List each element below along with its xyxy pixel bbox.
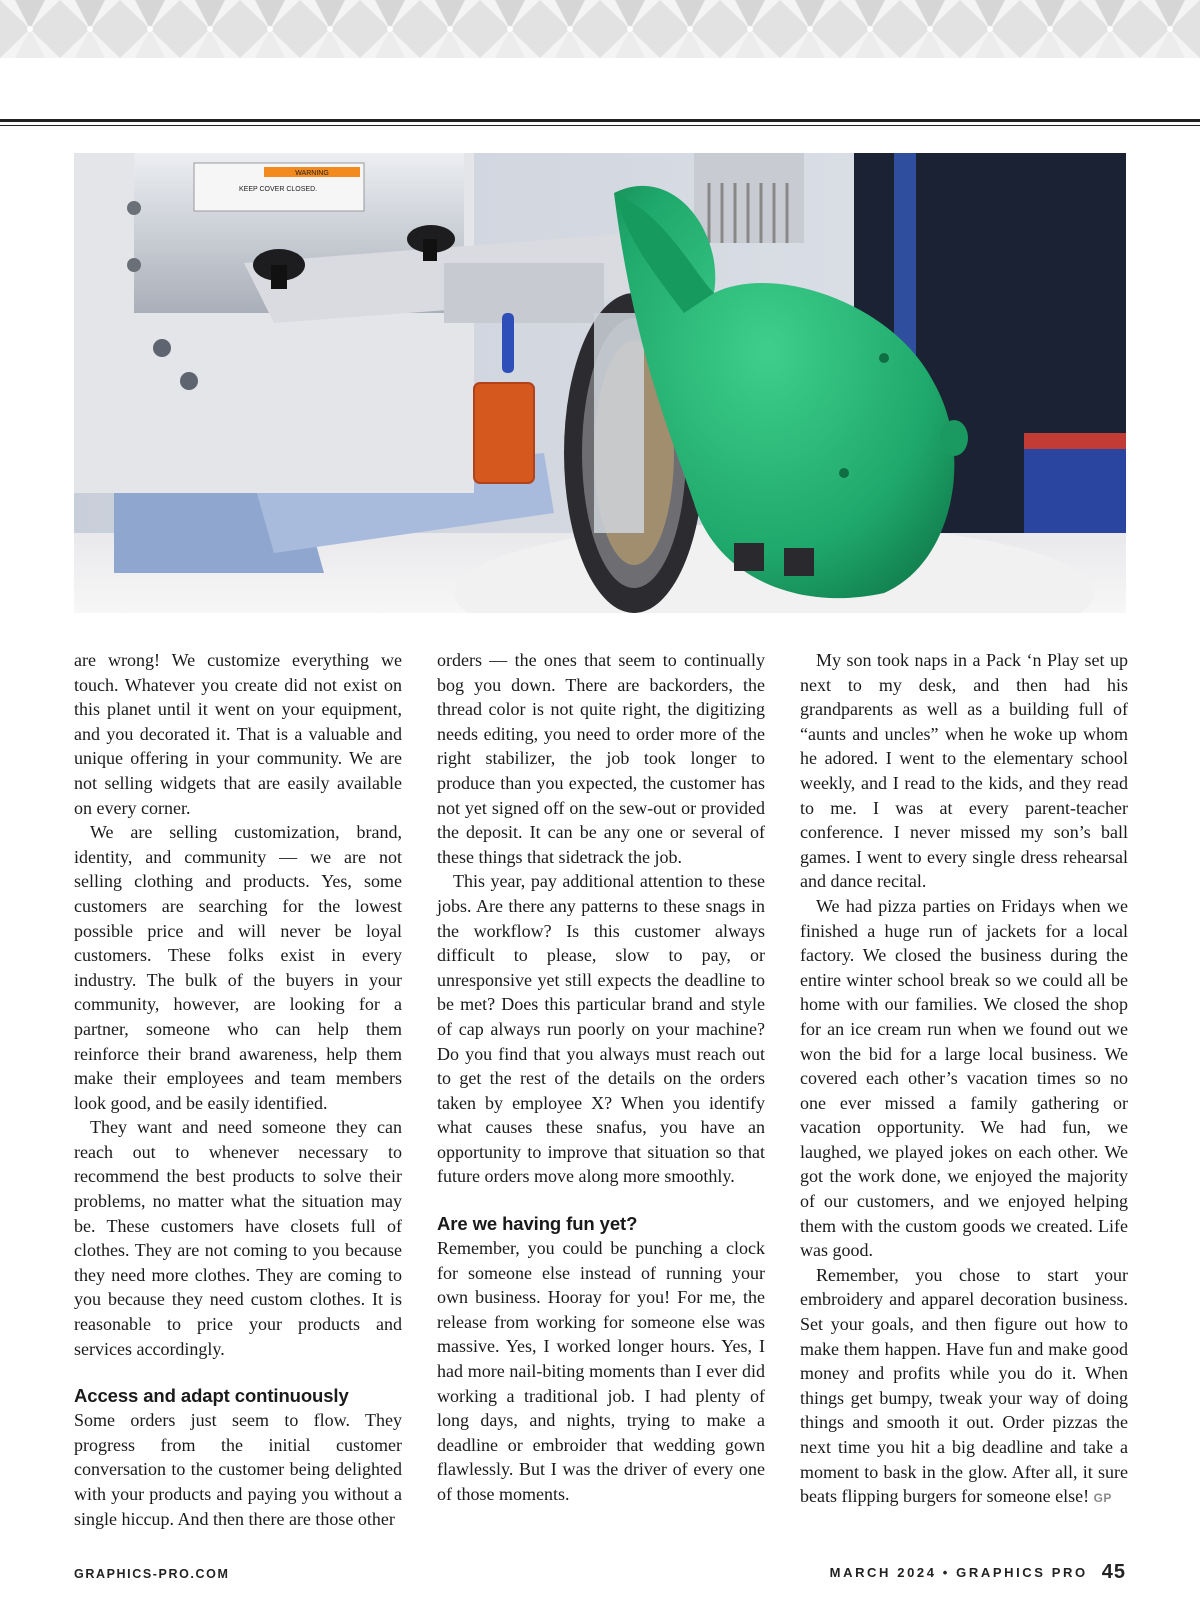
header-rule-thin — [0, 125, 1200, 126]
article-column-1 — [74, 648, 402, 1531]
paragraph: This year, pay additional attention to these jobs. Are there any patterns to these snags in the workflow? Is this customer always difficult to please, slow to pay, or unresponsive yet still expects the deadline to be met? Does this particular brand and style of cap always run poorly on your machine? Do you find that you always must reach out to get the rest of the details on the orders taken by employee X? When you identify what causes these snafus, you have an opportunity to improve that situation so that future orders move along more smoothly. — [437, 871, 765, 1187]
section-heading: Are we having fun yet? — [437, 1213, 638, 1235]
paragraph — [800, 1263, 1128, 1511]
article-photo — [74, 153, 1126, 613]
embroidery-machine-cap-photo-icon — [74, 153, 1126, 613]
article-column-2 — [437, 648, 765, 1507]
header-pattern-band — [0, 0, 1200, 58]
section-heading: Access and adapt continuously — [74, 1385, 349, 1407]
end-mark: GP — [1093, 1491, 1112, 1506]
paragraph: Remember, you could be punching a clock for someone else instead of running your own business. Hooray for you! For me, the release from working for someone else was massive. Yes, I worked longer hours. Yes, I had more nail-biting moments than I ever did working a traditional job. I had plenty of long days, and nights, trying to make a deadline or embroider that wedding gown flawlessly. But I was the driver of every one of those moments. — [437, 1238, 765, 1504]
article-column-3 — [800, 648, 1128, 1511]
header-rule — [0, 119, 1200, 122]
paragraph: Some orders just seem to flow. They progress from the initial customer conversation to the customer being delighted with your products and paying you without a single hiccup. And then there are those other — [74, 1410, 402, 1529]
warning-text: KEEP COVER CLOSED. — [239, 186, 318, 193]
triangle-pattern-icon — [0, 0, 1200, 58]
paragraph: are wrong! We customize everything we touch. Whatever you create did not exist on this planet until it went on your equipment, and you decorated it. That is a valuable and unique offering in your community. We are not selling widgets that are easily available on every corner. — [74, 650, 402, 818]
paragraph: We are selling customization, brand, identity, and community — we are not selling clothing and products. Yes, some customers are searching for the lowest possible price and will never be loyal customers. These folks exist in every industry. The bulk of the buyers in your community, however, are looking for a partner, someone who can help them reinforce their brand awareness, help them make their employees and team members look good, and be easily identified. — [74, 822, 402, 1113]
footer-issue-info — [830, 1561, 1126, 1584]
paragraph: My son took naps in a Pack ‘n Play set up next to my desk, and then had his grandparents as well as a building full of “aunts and uncles” when he woke up whom he adored. I went to the elementary school weekly, and I read to the kids, and they read to me. I was at every parent-teacher conference. I never missed my son’s ball games. I went to every single dress rehearsal and dance recital. — [800, 650, 1128, 892]
paragraph: We had pizza parties on Fridays when we finished a huge run of jackets for a local factory. We closed the business during the entire winter school break so we could all be home with our families. We closed the shop for an ice cream run when we found out we won the bid for a large local business. We covered each other’s vacation times so no one ever missed a family gathering or vacation opportunity. We had fun, we laughed, we played jokes on each other. We got the work done, we enjoyed the majority of our customers, and we enjoyed helping them with the custom goods we created. Life was good. — [800, 895, 1128, 1261]
page-number: 45 — [1101, 1561, 1126, 1583]
paragraph: They want and need someone they can reach out to whenever necessary to recommend the best products to solve their problems, no matter what the situation may be. These customers have closets full of clothes. They are not coming to you because they need more clothes. They are coming to you because they need custom clothes. It is reasonable to price your products and services accordingly. — [74, 1117, 402, 1359]
warning-label: WARNING — [295, 170, 329, 177]
paragraph: orders — the ones that seem to continually bog you down. There are backorders, the thread color is not quite right, the digitizing needs editing, you need to order more of the right stabilizer, the job took longer to produce than you expected, the customer has not yet signed off on the sew-out or provided the deposit. It can be any one or several of these things that sidetrack the job. — [437, 650, 765, 867]
footer-issue: MARCH 2024 • GRAPHICS PRO — [829, 1565, 1088, 1580]
footer-website[interactable]: GRAPHICS-PRO.COM — [74, 1567, 230, 1581]
closing-text: Remember, you chose to start your embroidery and apparel decoration business. Set your goals, and then figure out how to make them happen. Have fun and make good money and profits while you do it. When things get bumpy, tweak your way of doing things and smooth it out. Order pizzas the next time you hit a big deadline and take a moment to bask in the glow. After all, it sure beats flipping burgers for someone else! — [800, 1264, 1128, 1507]
